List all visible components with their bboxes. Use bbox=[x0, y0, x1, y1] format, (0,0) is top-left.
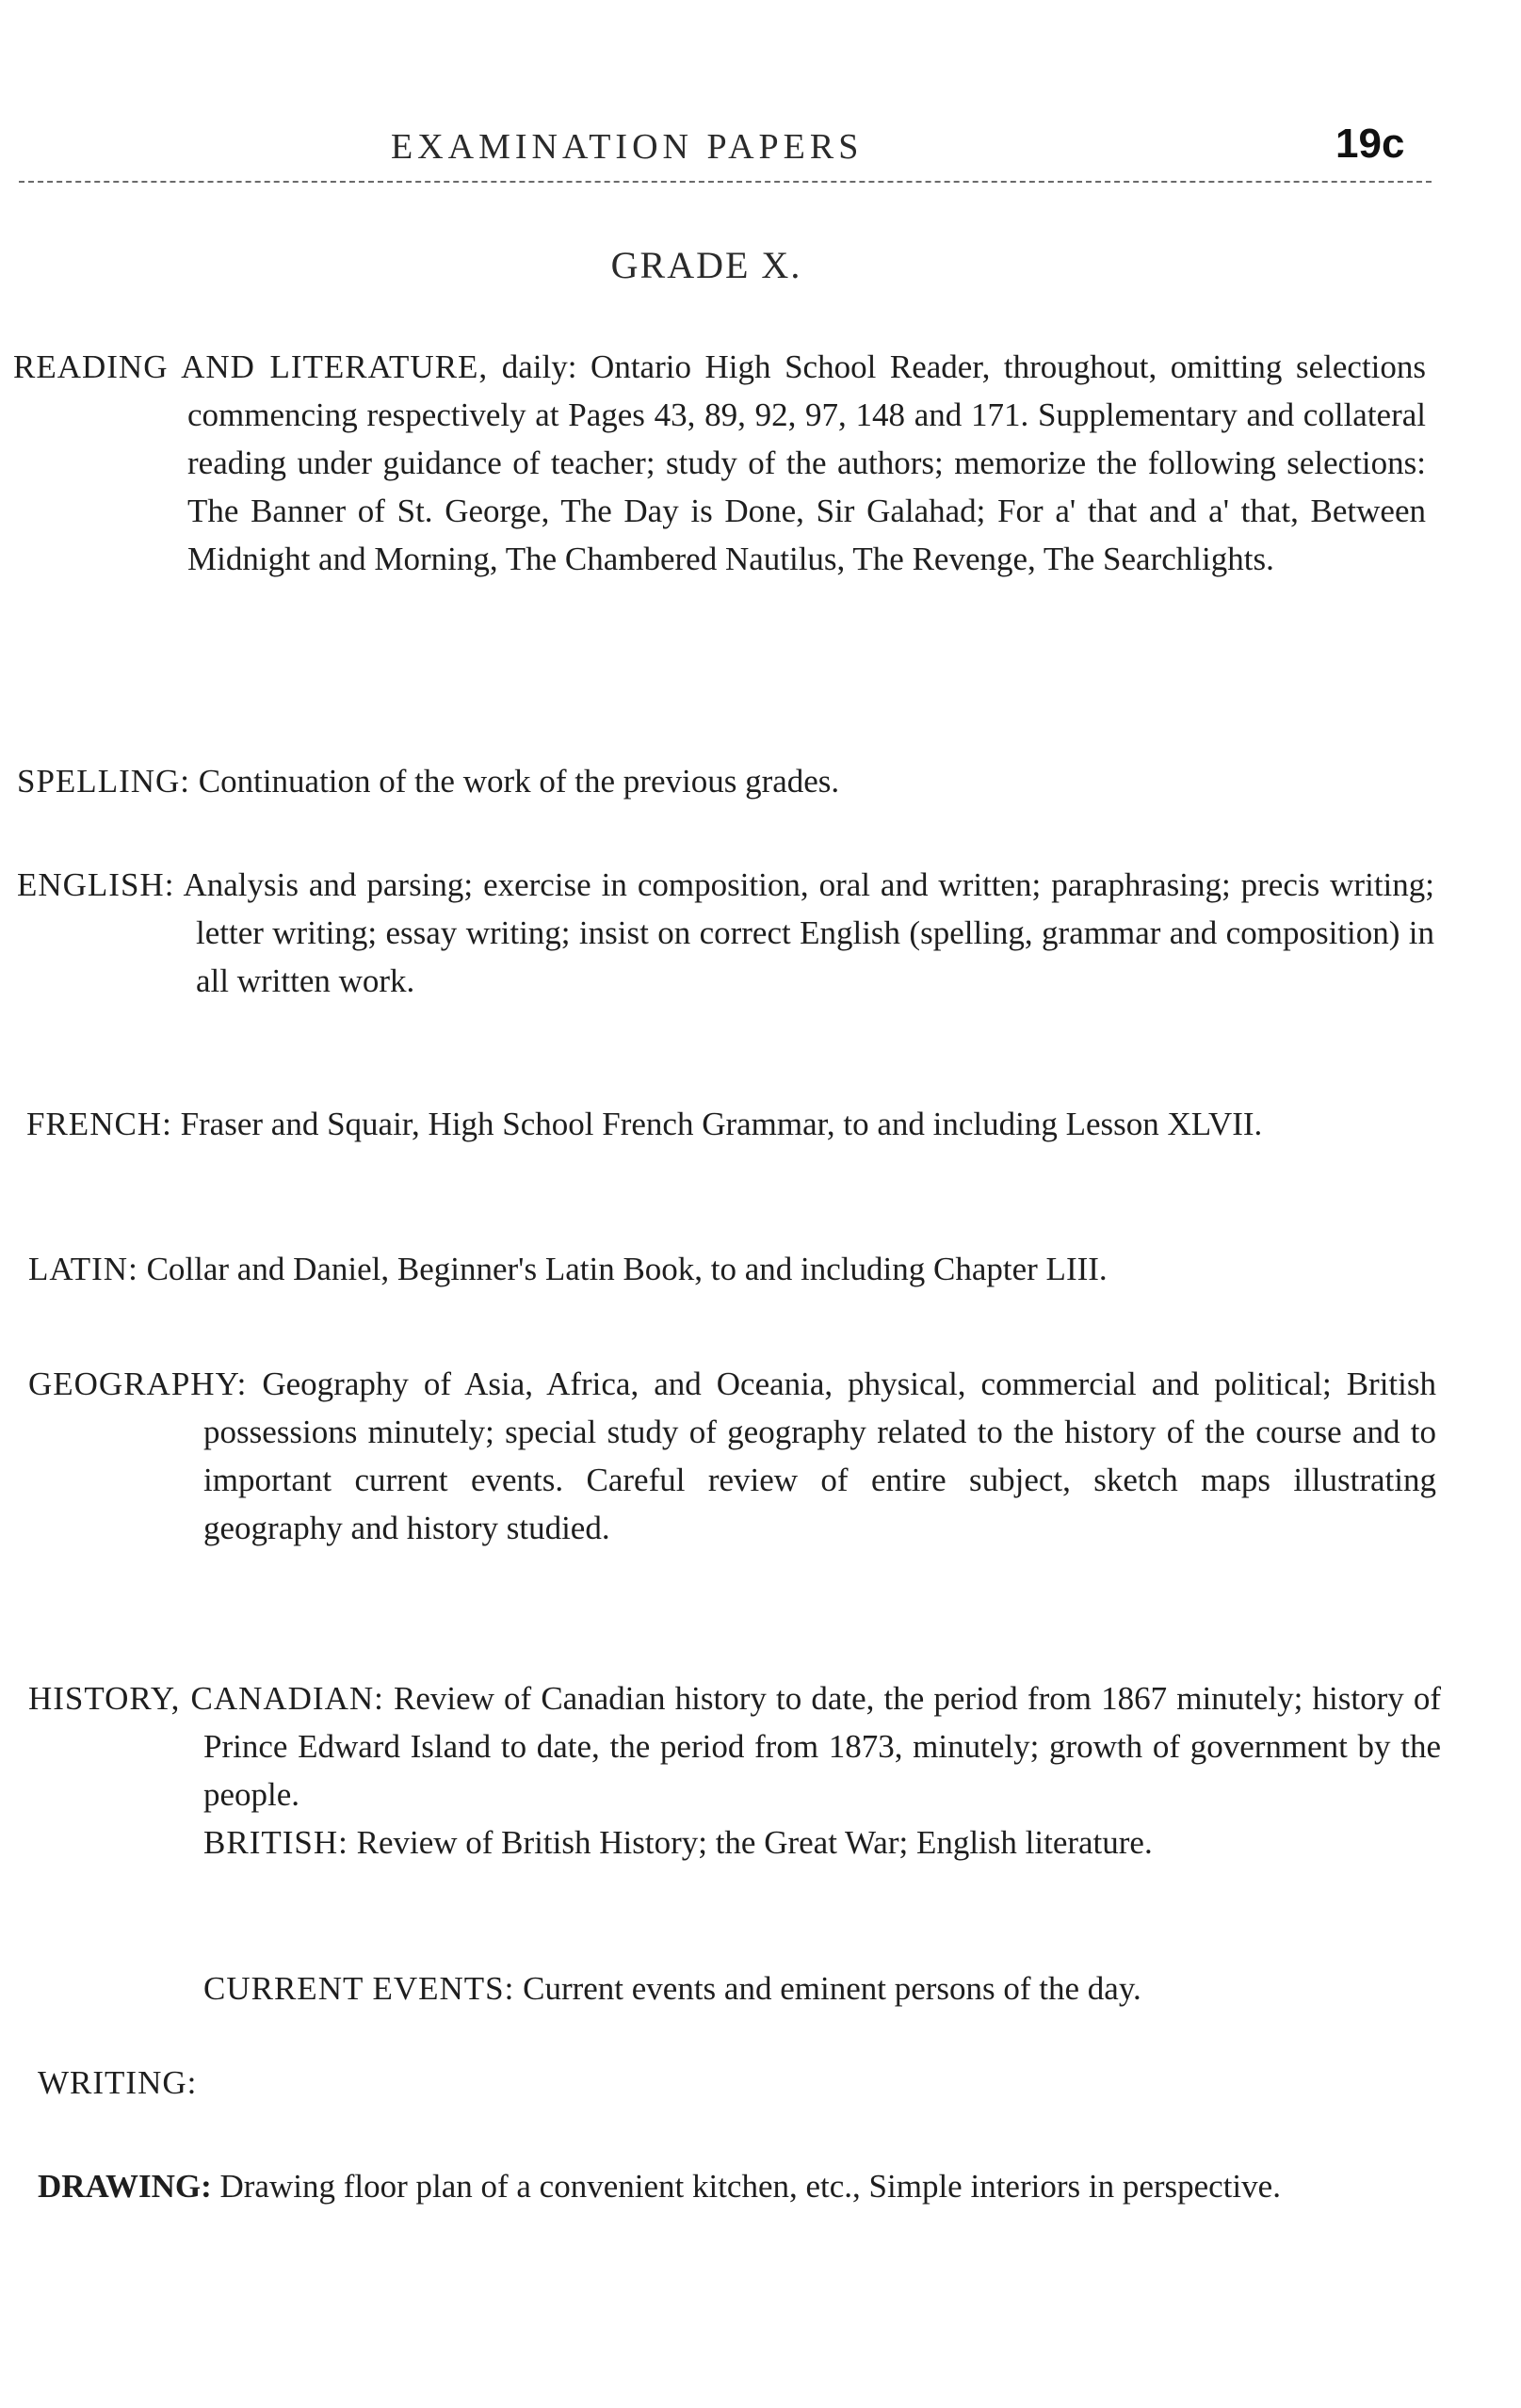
section-reading-literature bbox=[13, 343, 1426, 583]
section-text: Current events and eminent persons of the day. bbox=[523, 1970, 1141, 2007]
section-label: HISTORY, CANADIAN: bbox=[28, 1680, 384, 1717]
section-text: Analysis and parsing; exercise in composition, oral and written; paraphrasing; precis writing; letter writing; essay writing; insist on correct English (spelling, grammar and composition) in all written work. bbox=[183, 866, 1434, 999]
running-header bbox=[0, 121, 1521, 186]
section-paragraph bbox=[38, 2162, 1446, 2210]
section-text: Continuation of the work of the previous grades. bbox=[198, 763, 840, 800]
section-text: Geography of Asia, Africa, and Oceania, physical, commercial and political; British possessions minutely; special study of geography related to the history of the course and to important current events. Careful review of entire subject, sketch maps illustrating geography and history studied. bbox=[203, 1366, 1437, 1546]
section-paragraph bbox=[17, 757, 1430, 805]
section-english bbox=[17, 861, 1434, 1005]
section-paragraph bbox=[13, 343, 1426, 583]
section-paragraph bbox=[203, 1964, 1447, 2012]
section-label: ENGLISH: bbox=[17, 866, 175, 903]
section-label: SPELLING: bbox=[17, 763, 190, 800]
section-label: LATIN: bbox=[28, 1251, 138, 1287]
section-label: BRITISH: bbox=[203, 1824, 348, 1861]
section-text: Review of Canadian history to date, the period from 1867 minutely; history of Prince Edward Island to date, the period from 1873, minutely; growth of government by the people. bbox=[203, 1680, 1442, 1813]
section-paragraph bbox=[28, 1245, 1441, 1293]
section-geography bbox=[28, 1360, 1436, 1552]
section-paragraph bbox=[26, 1100, 1434, 1148]
section-french bbox=[26, 1100, 1434, 1148]
section-text: Fraser and Squair, High School French Grammar, to and including Lesson XLVII. bbox=[180, 1106, 1263, 1142]
section-spelling bbox=[17, 757, 1430, 805]
grade-heading: GRADE X. bbox=[610, 244, 802, 286]
section-history bbox=[28, 1674, 1441, 1867]
page-number: 19c bbox=[1335, 121, 1405, 167]
section-label: GEOGRAPHY: bbox=[28, 1366, 248, 1402]
section-drawing bbox=[38, 2162, 1446, 2210]
section-paragraph bbox=[17, 861, 1434, 1005]
section-paragraph bbox=[38, 2059, 1441, 2107]
section-label: CURRENT EVENTS: bbox=[203, 1970, 515, 2007]
section-text: Collar and Daniel, Beginner's Latin Book, to and including Chapter LIII. bbox=[146, 1251, 1108, 1287]
section-text: Drawing floor plan of a convenient kitchen, etc., Simple interiors in perspective. bbox=[219, 2168, 1281, 2205]
section-writing bbox=[38, 2059, 1441, 2107]
section-label: DRAWING: bbox=[38, 2168, 212, 2205]
section-subparagraph bbox=[28, 1818, 1441, 1867]
section-paragraph bbox=[28, 1674, 1441, 1818]
section-paragraph bbox=[28, 1360, 1436, 1552]
section-current-events bbox=[203, 1964, 1447, 2012]
section-label: WRITING: bbox=[38, 2064, 198, 2101]
header-rule bbox=[19, 181, 1432, 183]
section-label: READING AND LITERATURE, bbox=[13, 348, 489, 385]
section-text: Review of British History; the Great War; English literature. bbox=[356, 1824, 1153, 1861]
running-title: EXAMINATION PAPERS bbox=[391, 127, 864, 167]
section-latin bbox=[28, 1245, 1441, 1293]
section-label: FRENCH: bbox=[26, 1106, 172, 1142]
section-text: daily: Ontario High School Reader, throughout, omitting selections commencing respectively at Pages 43, 89, 92, 97, 148 and 171. Supplementary and collateral reading under guidance of teacher; study of the authors; memorize the following selections: The Banner of St. George, The Day is Done, Sir Galahad; For a' that and a' that, Between Midnight and Morning, The Chambered Nautilus, The Revenge, The Searchlights. bbox=[187, 348, 1427, 577]
